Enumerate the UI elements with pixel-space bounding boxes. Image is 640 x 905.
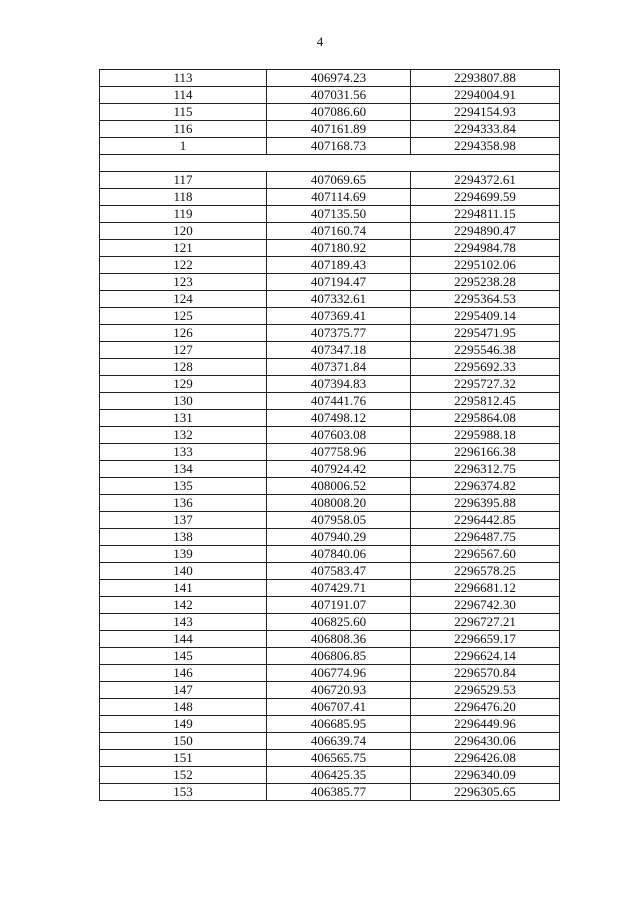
table-row — [100, 648, 560, 665]
y-coordinate-cell: 2293807.88 — [411, 70, 560, 87]
table-row — [100, 104, 560, 121]
point-number-cell: 148 — [100, 699, 267, 716]
x-coordinate-cell: 406806.85 — [267, 648, 411, 665]
table-row — [100, 87, 560, 104]
point-number-cell: 121 — [100, 240, 267, 257]
point-number-cell: 115 — [100, 104, 267, 121]
x-coordinate-cell: 407161.89 — [267, 121, 411, 138]
y-coordinate-cell: 2295692.33 — [411, 359, 560, 376]
x-coordinate-cell: 406808.36 — [267, 631, 411, 648]
table-row — [100, 393, 560, 410]
table-body-top — [100, 70, 560, 155]
y-coordinate-cell: 2296449.96 — [411, 716, 560, 733]
coordinates-table — [99, 69, 560, 801]
point-number-cell: 138 — [100, 529, 267, 546]
table-gap-cell — [100, 155, 560, 172]
x-coordinate-cell: 407371.84 — [267, 359, 411, 376]
x-coordinate-cell: 407031.56 — [267, 87, 411, 104]
y-coordinate-cell: 2294811.15 — [411, 206, 560, 223]
table-row — [100, 699, 560, 716]
x-coordinate-cell: 407603.08 — [267, 427, 411, 444]
x-coordinate-cell: 407069.65 — [267, 172, 411, 189]
point-number-cell: 133 — [100, 444, 267, 461]
table-row — [100, 580, 560, 597]
y-coordinate-cell: 2296567.60 — [411, 546, 560, 563]
y-coordinate-cell: 2296374.82 — [411, 478, 560, 495]
y-coordinate-cell: 2296476.20 — [411, 699, 560, 716]
point-number-cell: 135 — [100, 478, 267, 495]
table-row — [100, 342, 560, 359]
x-coordinate-cell: 408006.52 — [267, 478, 411, 495]
y-coordinate-cell: 2294699.59 — [411, 189, 560, 206]
x-coordinate-cell: 407135.50 — [267, 206, 411, 223]
y-coordinate-cell: 2295238.28 — [411, 274, 560, 291]
point-number-cell: 129 — [100, 376, 267, 393]
table-row — [100, 308, 560, 325]
y-coordinate-cell: 2295988.18 — [411, 427, 560, 444]
y-coordinate-cell: 2296529.53 — [411, 682, 560, 699]
x-coordinate-cell: 407160.74 — [267, 223, 411, 240]
y-coordinate-cell: 2294984.78 — [411, 240, 560, 257]
table-row — [100, 733, 560, 750]
y-coordinate-cell: 2296166.38 — [411, 444, 560, 461]
table-row — [100, 172, 560, 189]
table-row — [100, 512, 560, 529]
y-coordinate-cell: 2294154.93 — [411, 104, 560, 121]
table-row — [100, 274, 560, 291]
table-row — [100, 614, 560, 631]
point-number-cell: 144 — [100, 631, 267, 648]
y-coordinate-cell: 2294890.47 — [411, 223, 560, 240]
point-number-cell: 122 — [100, 257, 267, 274]
table-row — [100, 495, 560, 512]
x-coordinate-cell: 406685.95 — [267, 716, 411, 733]
y-coordinate-cell: 2296442.85 — [411, 512, 560, 529]
y-coordinate-cell: 2295546.38 — [411, 342, 560, 359]
point-number-cell: 117 — [100, 172, 267, 189]
x-coordinate-cell: 407940.29 — [267, 529, 411, 546]
point-number-cell: 142 — [100, 597, 267, 614]
y-coordinate-cell: 2296742.30 — [411, 597, 560, 614]
point-number-cell: 118 — [100, 189, 267, 206]
table-gap-row — [100, 155, 560, 172]
y-coordinate-cell: 2295812.45 — [411, 393, 560, 410]
y-coordinate-cell: 2295364.53 — [411, 291, 560, 308]
x-coordinate-cell: 407958.05 — [267, 512, 411, 529]
point-number-cell: 146 — [100, 665, 267, 682]
point-number-cell: 113 — [100, 70, 267, 87]
x-coordinate-cell: 407347.18 — [267, 342, 411, 359]
table-gap — [100, 155, 560, 172]
x-coordinate-cell: 408008.20 — [267, 495, 411, 512]
point-number-cell: 130 — [100, 393, 267, 410]
point-number-cell: 119 — [100, 206, 267, 223]
x-coordinate-cell: 406707.41 — [267, 699, 411, 716]
x-coordinate-cell: 407394.83 — [267, 376, 411, 393]
table-row — [100, 325, 560, 342]
x-coordinate-cell: 406425.35 — [267, 767, 411, 784]
table-row — [100, 665, 560, 682]
table-row — [100, 750, 560, 767]
x-coordinate-cell: 406565.75 — [267, 750, 411, 767]
y-coordinate-cell: 2295864.08 — [411, 410, 560, 427]
table-row — [100, 427, 560, 444]
x-coordinate-cell: 407758.96 — [267, 444, 411, 461]
x-coordinate-cell: 407924.42 — [267, 461, 411, 478]
point-number-cell: 127 — [100, 342, 267, 359]
point-number-cell: 145 — [100, 648, 267, 665]
y-coordinate-cell: 2296426.08 — [411, 750, 560, 767]
point-number-cell: 114 — [100, 87, 267, 104]
table-row — [100, 70, 560, 87]
point-number-cell: 150 — [100, 733, 267, 750]
y-coordinate-cell: 2295471.95 — [411, 325, 560, 342]
table-row — [100, 121, 560, 138]
table-row — [100, 444, 560, 461]
table-row — [100, 563, 560, 580]
x-coordinate-cell: 406720.93 — [267, 682, 411, 699]
x-coordinate-cell: 407191.07 — [267, 597, 411, 614]
table-row — [100, 546, 560, 563]
y-coordinate-cell: 2296430.06 — [411, 733, 560, 750]
x-coordinate-cell: 406774.96 — [267, 665, 411, 682]
y-coordinate-cell: 2296305.65 — [411, 784, 560, 801]
page-number: 4 — [316, 34, 324, 49]
x-coordinate-cell: 407583.47 — [267, 563, 411, 580]
point-number-cell: 141 — [100, 580, 267, 597]
point-number-cell: 136 — [100, 495, 267, 512]
x-coordinate-cell: 407332.61 — [267, 291, 411, 308]
x-coordinate-cell: 407441.76 — [267, 393, 411, 410]
x-coordinate-cell: 407194.47 — [267, 274, 411, 291]
y-coordinate-cell: 2296570.84 — [411, 665, 560, 682]
table-row — [100, 138, 560, 155]
table-row — [100, 257, 560, 274]
y-coordinate-cell: 2295727.32 — [411, 376, 560, 393]
table-row — [100, 189, 560, 206]
y-coordinate-cell: 2295102.06 — [411, 257, 560, 274]
y-coordinate-cell: 2295409.14 — [411, 308, 560, 325]
x-coordinate-cell: 407429.71 — [267, 580, 411, 597]
table-row — [100, 716, 560, 733]
y-coordinate-cell: 2296395.88 — [411, 495, 560, 512]
table-row — [100, 359, 560, 376]
x-coordinate-cell: 407168.73 — [267, 138, 411, 155]
point-number-cell: 147 — [100, 682, 267, 699]
y-coordinate-cell: 2296727.21 — [411, 614, 560, 631]
table-row — [100, 478, 560, 495]
point-number-cell: 151 — [100, 750, 267, 767]
point-number-cell: 123 — [100, 274, 267, 291]
table-row — [100, 240, 560, 257]
point-number-cell: 152 — [100, 767, 267, 784]
point-number-cell: 124 — [100, 291, 267, 308]
point-number-cell: 143 — [100, 614, 267, 631]
table-row — [100, 529, 560, 546]
table-row — [100, 291, 560, 308]
x-coordinate-cell: 407180.92 — [267, 240, 411, 257]
x-coordinate-cell: 407086.60 — [267, 104, 411, 121]
table-row — [100, 597, 560, 614]
y-coordinate-cell: 2294358.98 — [411, 138, 560, 155]
table-row — [100, 376, 560, 393]
x-coordinate-cell: 407189.43 — [267, 257, 411, 274]
point-number-cell: 140 — [100, 563, 267, 580]
x-coordinate-cell: 407114.69 — [267, 189, 411, 206]
y-coordinate-cell: 2296312.75 — [411, 461, 560, 478]
table-body-bottom — [100, 172, 560, 801]
table-row — [100, 461, 560, 478]
y-coordinate-cell: 2294004.91 — [411, 87, 560, 104]
table-row — [100, 206, 560, 223]
point-number-cell: 116 — [100, 121, 267, 138]
y-coordinate-cell: 2296487.75 — [411, 529, 560, 546]
y-coordinate-cell: 2296681.12 — [411, 580, 560, 597]
y-coordinate-cell: 2294372.61 — [411, 172, 560, 189]
y-coordinate-cell: 2296578.25 — [411, 563, 560, 580]
y-coordinate-cell: 2294333.84 — [411, 121, 560, 138]
table-row — [100, 410, 560, 427]
point-number-cell: 134 — [100, 461, 267, 478]
x-coordinate-cell: 406974.23 — [267, 70, 411, 87]
point-number-cell: 137 — [100, 512, 267, 529]
point-number-cell: 126 — [100, 325, 267, 342]
y-coordinate-cell: 2296340.09 — [411, 767, 560, 784]
point-number-cell: 131 — [100, 410, 267, 427]
x-coordinate-cell: 407840.06 — [267, 546, 411, 563]
x-coordinate-cell: 407498.12 — [267, 410, 411, 427]
point-number-cell: 132 — [100, 427, 267, 444]
point-number-cell: 128 — [100, 359, 267, 376]
point-number-cell: 149 — [100, 716, 267, 733]
x-coordinate-cell: 406825.60 — [267, 614, 411, 631]
point-number-cell: 139 — [100, 546, 267, 563]
table-row — [100, 784, 560, 801]
point-number-cell: 120 — [100, 223, 267, 240]
y-coordinate-cell: 2296659.17 — [411, 631, 560, 648]
x-coordinate-cell: 407375.77 — [267, 325, 411, 342]
table-row — [100, 223, 560, 240]
point-number-cell: 125 — [100, 308, 267, 325]
table-row — [100, 631, 560, 648]
x-coordinate-cell: 406639.74 — [267, 733, 411, 750]
table-row — [100, 767, 560, 784]
table-row — [100, 682, 560, 699]
x-coordinate-cell: 406385.77 — [267, 784, 411, 801]
point-number-cell: 1 — [100, 138, 267, 155]
point-number-cell: 153 — [100, 784, 267, 801]
y-coordinate-cell: 2296624.14 — [411, 648, 560, 665]
x-coordinate-cell: 407369.41 — [267, 308, 411, 325]
